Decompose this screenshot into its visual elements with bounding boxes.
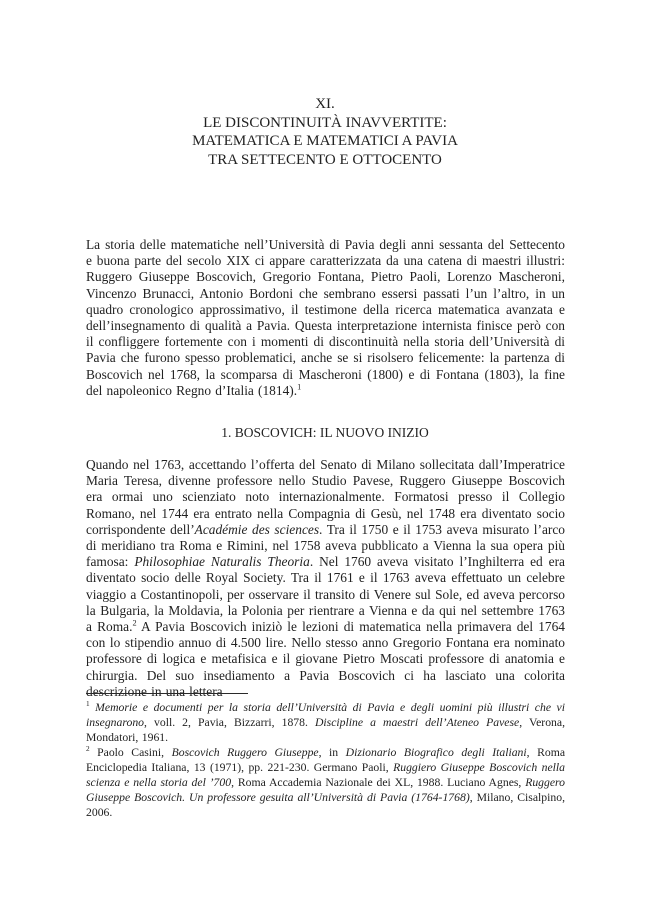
section-heading: 1. BOSCOVICH: IL NUOVO INIZIO bbox=[221, 425, 429, 440]
paragraph-introduction: La storia delle matematiche nell’Università di Pavia degli anni sessanta del Settecento e buona parte del secolo XIX ci appare caratterizzata da una catena di maestri illustri: Ruggero Giuseppe Boscovich, Gregorio Fontana, Pietro Paoli, Lorenzo Mascheroni, Vincenzo Brunacci, Antonio Bordoni che sembrano essersi passati l’un l’altro, in un quadro cronologico approssimativo, il testimone della ricerca matematica avanzata e dell’insegnamento di qualità a Pavia. Questa interpretazione internista finisce però con il confliggere fortemente con i momenti di discontinuità nella storia dell’Università di Pavia che furono spesso problematici, anche se si risolsero felicemente: la partenza di Boscovich nel 1768, la scomparsa di Mascheroni (1800) e di Fontana (1803), la fine del napoleonico Regno d’Italia (1814).$^1$ bbox=[86, 237, 565, 398]
footnote-2: $^2$ Paolo Casini, Boscovich Ruggero Giuseppe, in Dizionario Biografico degli Italiani, Roma Enciclopedia Italiana, 13 (1971), pp. 221-230. Germano Paoli, Ruggiero Giuseppe Boscovich nella scienza e nella storia del ’700, Roma Accademia Nazionale dei XL, 1988. Luciano Agnes, Ruggero Giuseppe Boscovich. Un professore gesuita all’Università di Pavia (1764-1768), Milano, Cisalpino, 2006. bbox=[86, 745, 566, 819]
chapter-title-line-2: MATEMATICA E MATEMATICI A PAVIA bbox=[192, 133, 458, 150]
footnotes-section bbox=[86, 700, 565, 820]
footnote-1: $^1$ Memorie e documenti per la storia dell’Università di Pavia e degli uomini più illustri che vi insegnarono, voll. 2, Pavia, Bizzarri, 1878. Discipline a maestri dell’Ateneo Pavese, Verona, Mondatori, 1961. bbox=[86, 700, 565, 744]
chapter-number: XI. bbox=[315, 96, 335, 112]
footnote-separator-rule bbox=[86, 693, 248, 694]
chapter-title-line-3: TRA SETTECENTO E OTTOCENTO bbox=[208, 151, 442, 168]
paragraph-boscovich: Quando nel 1763, accettando l’offerta del Senato di Milano sollecitata dall’Imperatrice Maria Teresa, divenne professore nello Studio Pavese, Ruggero Giuseppe Boscovich era ormai uno scienziato noto internazionalmente. Formatosi presso il Collegio Romano, nel 1744 era entrato nella Compagnia di Gesù, nel 1748 era diventato socio corrispondente dell’Académie des sciences. Tra il 1750 e il 1753 aveva misurato l’arco di meridiano tra Roma e Rimini, nel 1758 aveva pubblicato a Vienna la sua opera più famosa: Philosophiae Naturalis Theoria. Nel 1760 aveva visitato l’Inghilterra ed era diventato socio delle Royal Society. Tra il 1761 e il 1763 aveva effettuato un celebre viaggio a Costantinopoli, per osservare il transito di Venere sul Sole, ed aveva percorso la Bulgaria, la Moldavia, la Polonia per rientrare a Vienna e da qui nel settembre 1763 a Roma.$^2$ A Pavia Boscovich iniziò le lezioni di matematica nella primavera del 1764 con lo stipendio annuo di 4.500 lire. Nello stesso anno Gregorio Fontana era nominato professore di logica e metafisica e il giovane Pietro Moscati professore di anatomia e chirurgia. Del suo insediamento a Pavia Boscovich ci ha lasciato una colorita descrizione in una lettera bbox=[86, 457, 566, 699]
chapter-title-block bbox=[85, 95, 565, 169]
chapter-title-line-1: LE DISCONTINUITÀ INAVVERTITE: bbox=[203, 114, 447, 131]
